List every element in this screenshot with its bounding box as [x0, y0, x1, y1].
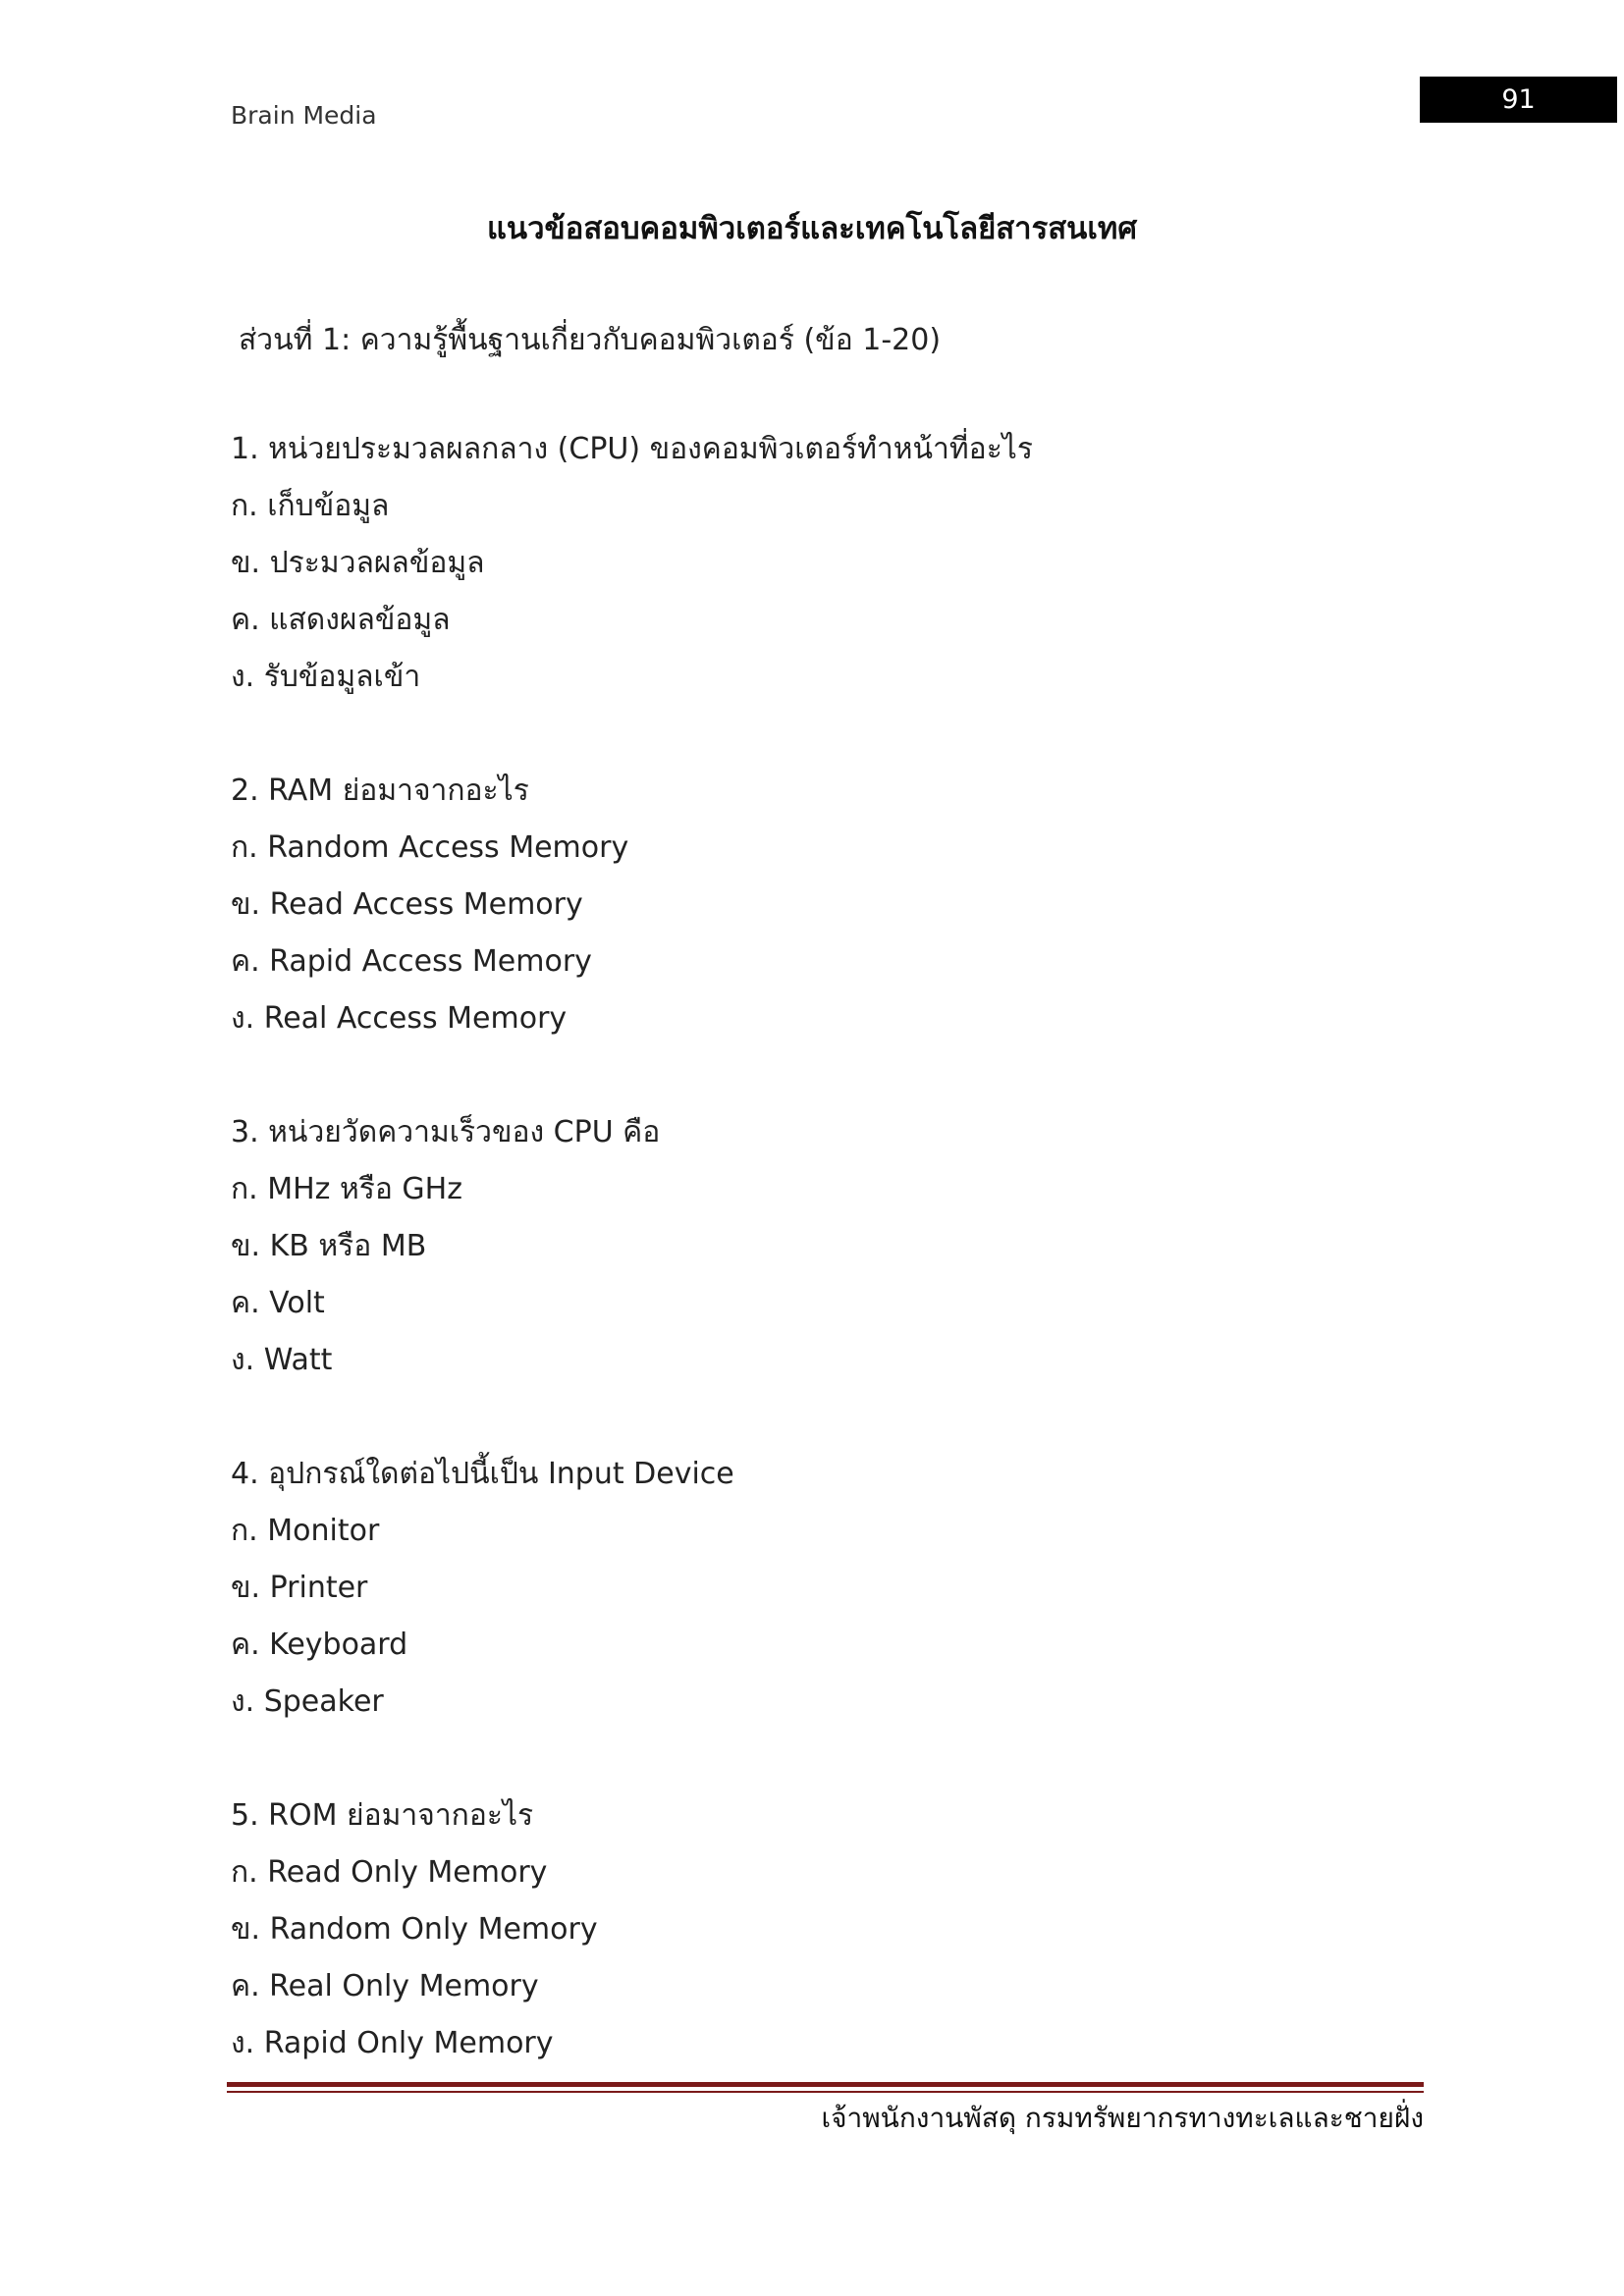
option: ก. MHz หรือ GHz: [231, 1172, 462, 1206]
document-title: แนวข้อสอบคอมพิวเตอร์และเทคโนโลยีสารสนเทศ: [486, 211, 1138, 246]
question-text: 1. หน่วยประมวลผลกลาง (CPU) ของคอมพิวเตอร์ทำหน้าที่อะไร: [231, 432, 1034, 466]
option: ง. Watt: [231, 1343, 333, 1377]
header-brand: Brain Media: [231, 101, 377, 130]
page-number: 91: [1501, 84, 1536, 115]
footer-rule: [227, 2082, 1424, 2087]
option: ง. Real Access Memory: [231, 1001, 568, 1036]
footer-text: เจ้าพนักงานพัสดุ กรมทรัพยากรทางทะเลและชายฝั่ง: [821, 2102, 1424, 2134]
question-5: [231, 1788, 1409, 2072]
option: ค. Rapid Access Memory: [231, 944, 592, 979]
option: ค. Real Only Memory: [231, 1969, 539, 2003]
option: ค. Keyboard: [231, 1628, 408, 1662]
option: ก. Random Access Memory: [231, 830, 629, 865]
question-4: [231, 1446, 1409, 1731]
option: ข. KB หรือ MB: [231, 1229, 427, 1263]
question-text: 5. ROM ย่อมาจากอะไร: [231, 1798, 534, 1833]
question-2: [231, 763, 1409, 1047]
option: ข. ประมวลผลข้อมูล: [231, 546, 485, 580]
option: ข. Printer: [231, 1571, 368, 1605]
option: ง. Speaker: [231, 1684, 384, 1719]
option: ง. รับข้อมูลเข้า: [231, 660, 421, 694]
question-text: 3. หน่วยวัดความเร็วของ CPU คือ: [231, 1115, 661, 1149]
footer-rule-thin: [227, 2091, 1424, 2093]
question-text: 2. RAM ย่อมาจากอะไร: [231, 774, 529, 808]
option: ข. Random Only Memory: [231, 1912, 598, 1947]
option: ก. Read Only Memory: [231, 1855, 548, 1890]
option: ก. เก็บข้อมูล: [231, 489, 390, 523]
option: ค. แสดงผลข้อมูล: [231, 603, 451, 637]
question-1: [231, 421, 1409, 706]
option: ง. Rapid Only Memory: [231, 2026, 554, 2060]
page-number-box: [1420, 77, 1617, 123]
question-text: 4. อุปกรณ์ใดต่อไปนี้เป็น Input Device: [231, 1457, 734, 1491]
option: ข. Read Access Memory: [231, 887, 583, 922]
option: ค. Volt: [231, 1286, 325, 1320]
question-3: [231, 1104, 1409, 1389]
section-title: ส่วนที่ 1: ความรู้พื้นฐานเกี่ยวกับคอมพิวเตอร์ (ข้อ 1-20): [239, 323, 942, 357]
option: ก. Monitor: [231, 1514, 380, 1548]
